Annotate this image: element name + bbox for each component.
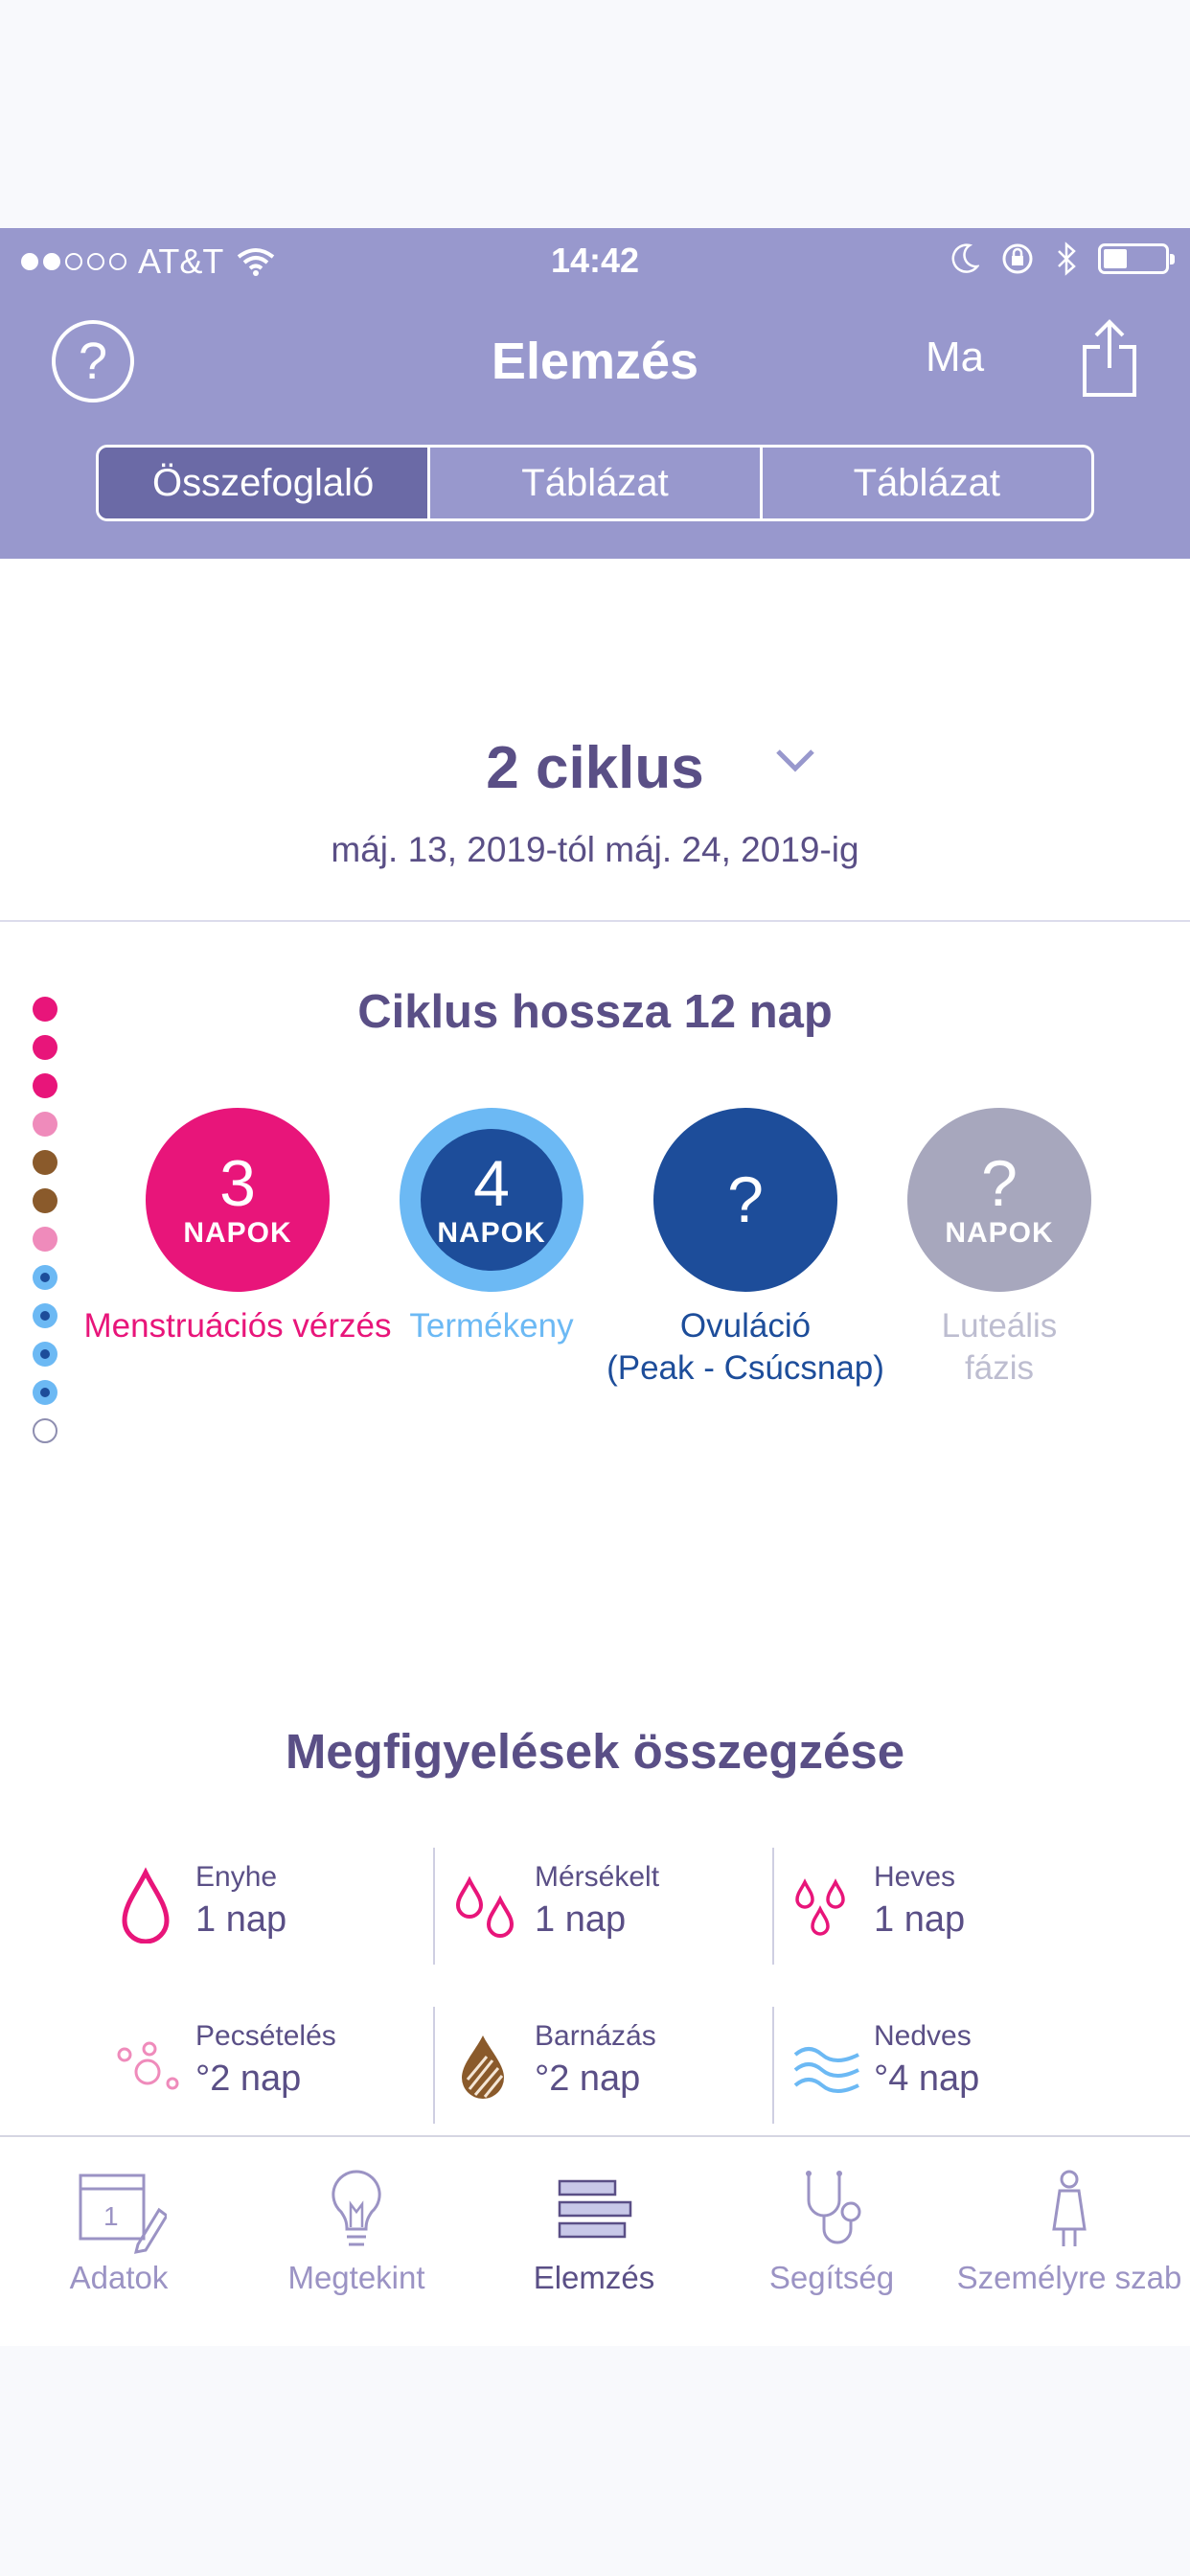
cycle-day-dot	[33, 1380, 57, 1405]
observations-title: Megfigyelések összegzése	[285, 1724, 905, 1779]
cycle-day-dot	[33, 1418, 57, 1443]
observation-label: Enyhe	[195, 1861, 278, 1893]
status-time: 14:42	[550, 241, 640, 280]
cycle-day-dot	[33, 1073, 57, 1098]
segmented-control	[96, 445, 1094, 521]
calendar-pencil-icon	[71, 2162, 167, 2254]
fertile-circle[interactable]	[400, 1108, 584, 1292]
menstruation-label: Menstruációs vérzés	[83, 1307, 392, 1345]
svg-text:1: 1	[103, 2201, 119, 2231]
tab-customize[interactable]	[950, 2137, 1188, 2348]
observation-value: 1 nap	[874, 1899, 966, 1940]
tab-bar	[0, 2135, 1190, 2346]
header	[0, 228, 1190, 559]
observation-label: Mérsékelt	[535, 1861, 660, 1893]
observation-label: Heves	[874, 1861, 956, 1893]
cycle-day-dot	[33, 1227, 57, 1252]
observation-value: 1 nap	[195, 1899, 287, 1940]
fertile-label: Termékeny	[409, 1307, 574, 1345]
share-icon[interactable]	[1079, 318, 1140, 399]
observation-spotting	[115, 2016, 441, 2131]
observation-wet	[793, 2016, 1119, 2131]
cycle-day-dot	[33, 1188, 57, 1213]
bluetooth-icon	[1056, 242, 1077, 276]
light-drop-icon	[115, 1867, 182, 1944]
cycle-selector[interactable]: 2 ciklus	[486, 735, 704, 801]
tab-label: Adatok	[69, 2260, 169, 2295]
tab-summary[interactable]: Összefoglaló	[99, 448, 430, 518]
luteal-circle[interactable]	[907, 1108, 1091, 1292]
cycle-length: Ciklus hossza 12 nap	[357, 986, 833, 1038]
status-icons	[950, 242, 1169, 276]
observation-heavy	[793, 1857, 1119, 1972]
fertile-unit: NAPOK	[437, 1217, 546, 1249]
cycle-date-range: máj. 13, 2019-tól máj. 24, 2019-ig	[331, 830, 859, 869]
brown-drop-icon	[454, 2026, 521, 2103]
menstruation-circle[interactable]	[146, 1108, 330, 1292]
observation-label: Pecsételés	[195, 2020, 336, 2052]
cycle-day-dot	[33, 1150, 57, 1175]
observation-label: Barnázás	[535, 2020, 656, 2052]
status-bar	[0, 228, 1190, 295]
luteal-unit: NAPOK	[945, 1217, 1054, 1249]
spotting-icon	[115, 2026, 182, 2103]
wet-waves-icon	[793, 2026, 860, 2103]
stethoscope-icon	[784, 2162, 880, 2254]
observation-medium	[454, 1857, 780, 1972]
tab-label: Elemzés	[533, 2260, 655, 2295]
divider	[0, 920, 1190, 922]
tab-overview[interactable]	[238, 2137, 475, 2348]
tab-data[interactable]	[0, 2137, 238, 2348]
app-screen	[0, 228, 1190, 2346]
observation-light	[115, 1857, 441, 1972]
tab-table-2[interactable]: Táblázat	[853, 461, 1001, 504]
moon-icon	[950, 243, 979, 274]
ovulation-days: ?	[727, 1163, 764, 1236]
cycle-day-dot	[33, 1265, 57, 1290]
menstruation-unit: NAPOK	[183, 1217, 292, 1249]
medium-drops-icon	[454, 1867, 521, 1944]
observation-value: °2 nap	[535, 2058, 641, 2099]
luteal-days: ?	[981, 1147, 1018, 1220]
observation-value: °2 nap	[195, 2058, 302, 2099]
lightbulb-icon	[309, 2162, 404, 2254]
carrier-name: AT&T	[138, 242, 224, 281]
bars-icon	[546, 2162, 642, 2254]
fertile-days: 4	[473, 1147, 510, 1220]
tab-table-1[interactable]: Táblázat	[430, 448, 762, 518]
tab-label: Személyre szab	[956, 2260, 1182, 2295]
luteal-label: Luteális fázis	[941, 1307, 1058, 1387]
observation-label: Nedves	[874, 2020, 972, 2052]
help-button[interactable]: ?	[52, 320, 134, 402]
chevron-down-icon[interactable]	[774, 748, 816, 774]
tab-label: Megtekint	[287, 2260, 425, 2295]
rotation-lock-icon	[1000, 242, 1035, 276]
tab-help[interactable]	[713, 2137, 950, 2348]
today-button[interactable]: Ma	[926, 334, 985, 380]
ovulation-circle[interactable]	[653, 1108, 837, 1292]
tab-analysis[interactable]	[475, 2137, 713, 2348]
battery-icon	[1098, 243, 1169, 274]
ovulation-label: Ovuláció (Peak - Csúcsnap)	[606, 1307, 884, 1387]
observation-value: °4 nap	[874, 2058, 980, 2099]
observation-brown	[454, 2016, 780, 2131]
tab-label: Segítség	[768, 2260, 895, 2295]
cycle-day-dot	[33, 1112, 57, 1137]
person-icon	[1021, 2162, 1117, 2254]
page-title: Elemzés	[491, 333, 699, 390]
menstruation-days: 3	[219, 1147, 256, 1220]
observation-value: 1 nap	[535, 1899, 627, 1940]
heavy-drops-icon	[793, 1867, 860, 1944]
